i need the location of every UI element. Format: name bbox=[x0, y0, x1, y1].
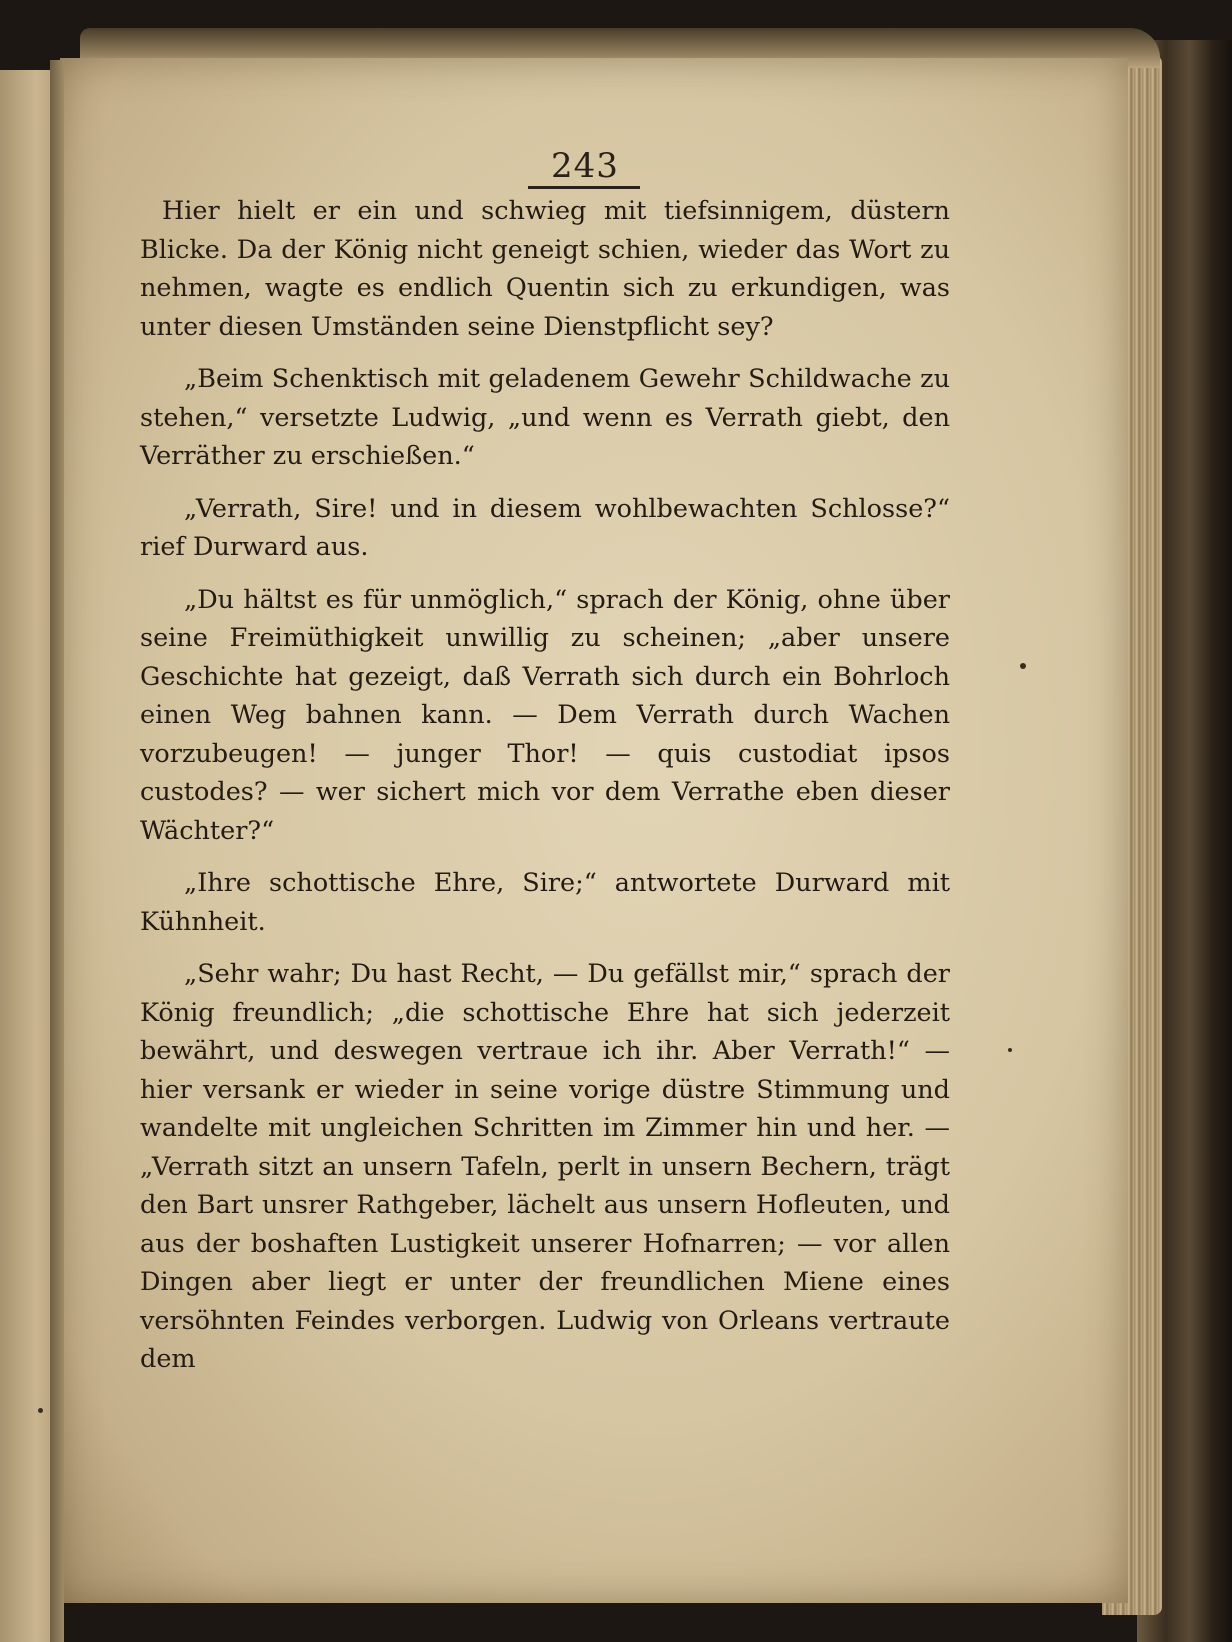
book-page bbox=[60, 58, 1128, 1603]
paragraph: „Du hältst es für unmöglich,“ sprach der König, ohne über seine Freimüthigkeit unwillig zu scheinen; „aber unsere Geschichte hat gezeigt, daß Verrath sich durch ein Bohrloch einen Weg bahnen kann. — Dem Verrath durch Wachen vorzubeugen! — junger Thor! — quis custodiat ipsos custodes? — wer sichert mich vor dem Verrathe eben dieser Wächter?“ bbox=[140, 584, 950, 846]
book-gutter bbox=[50, 60, 64, 1642]
paragraph: „Verrath, Sire! und in diesem wohlbewachten Schlosse?“ rief Durward aus. bbox=[140, 493, 950, 562]
page-text bbox=[140, 192, 950, 1393]
page-number-rule bbox=[528, 186, 640, 189]
paragraph: „Sehr wahr; Du hast Recht, — Du gefällst mir,“ sprach der König freundlich; „die schottische Ehre hat sich jederzeit bewährt, und deswegen vertraue ich ihr. Aber Verrath!“ — hier versank er wieder in seine vorige düstre Stimmung und wandelte mit ungleichen Schritten im Zimmer hin und her. — „Verrath sitzt an unsern Tafeln, perlt in unsern Bechern, trägt den Bart unsrer Rathgeber, lächelt aus unsern Hofleuten, und aus der boshaften Lustigkeit unserer Hofnarren; — vor allen Dingen aber liegt er unter der freundlichen Miene eines versöhnten Feindes verborgen. Ludwig von Orleans vertraute dem bbox=[140, 959, 950, 1374]
paper-speck bbox=[38, 1408, 43, 1413]
paper-speck bbox=[1020, 663, 1026, 669]
paragraph: „Beim Schenktisch mit geladenem Gewehr Schildwache zu stehen,“ versetzte Ludwig, „und wenn es Verrath giebt, den Verräther zu erschießen.“ bbox=[140, 364, 950, 471]
page-number: 243 bbox=[551, 146, 619, 186]
paragraph: Hier hielt er ein und schwieg mit tiefsinnigem, düstern Blicke. Da der König nicht geneigt schien, wieder das Wort zu nehmen, wagte es endlich Quentin sich zu erkundigen, was unter diesen Umständen seine Dienstpflicht sey? bbox=[140, 196, 950, 342]
paragraph: „Ihre schottische Ehre, Sire;“ antwortete Durward mit Kühnheit. bbox=[140, 868, 950, 937]
paper-speck bbox=[1008, 1048, 1012, 1052]
